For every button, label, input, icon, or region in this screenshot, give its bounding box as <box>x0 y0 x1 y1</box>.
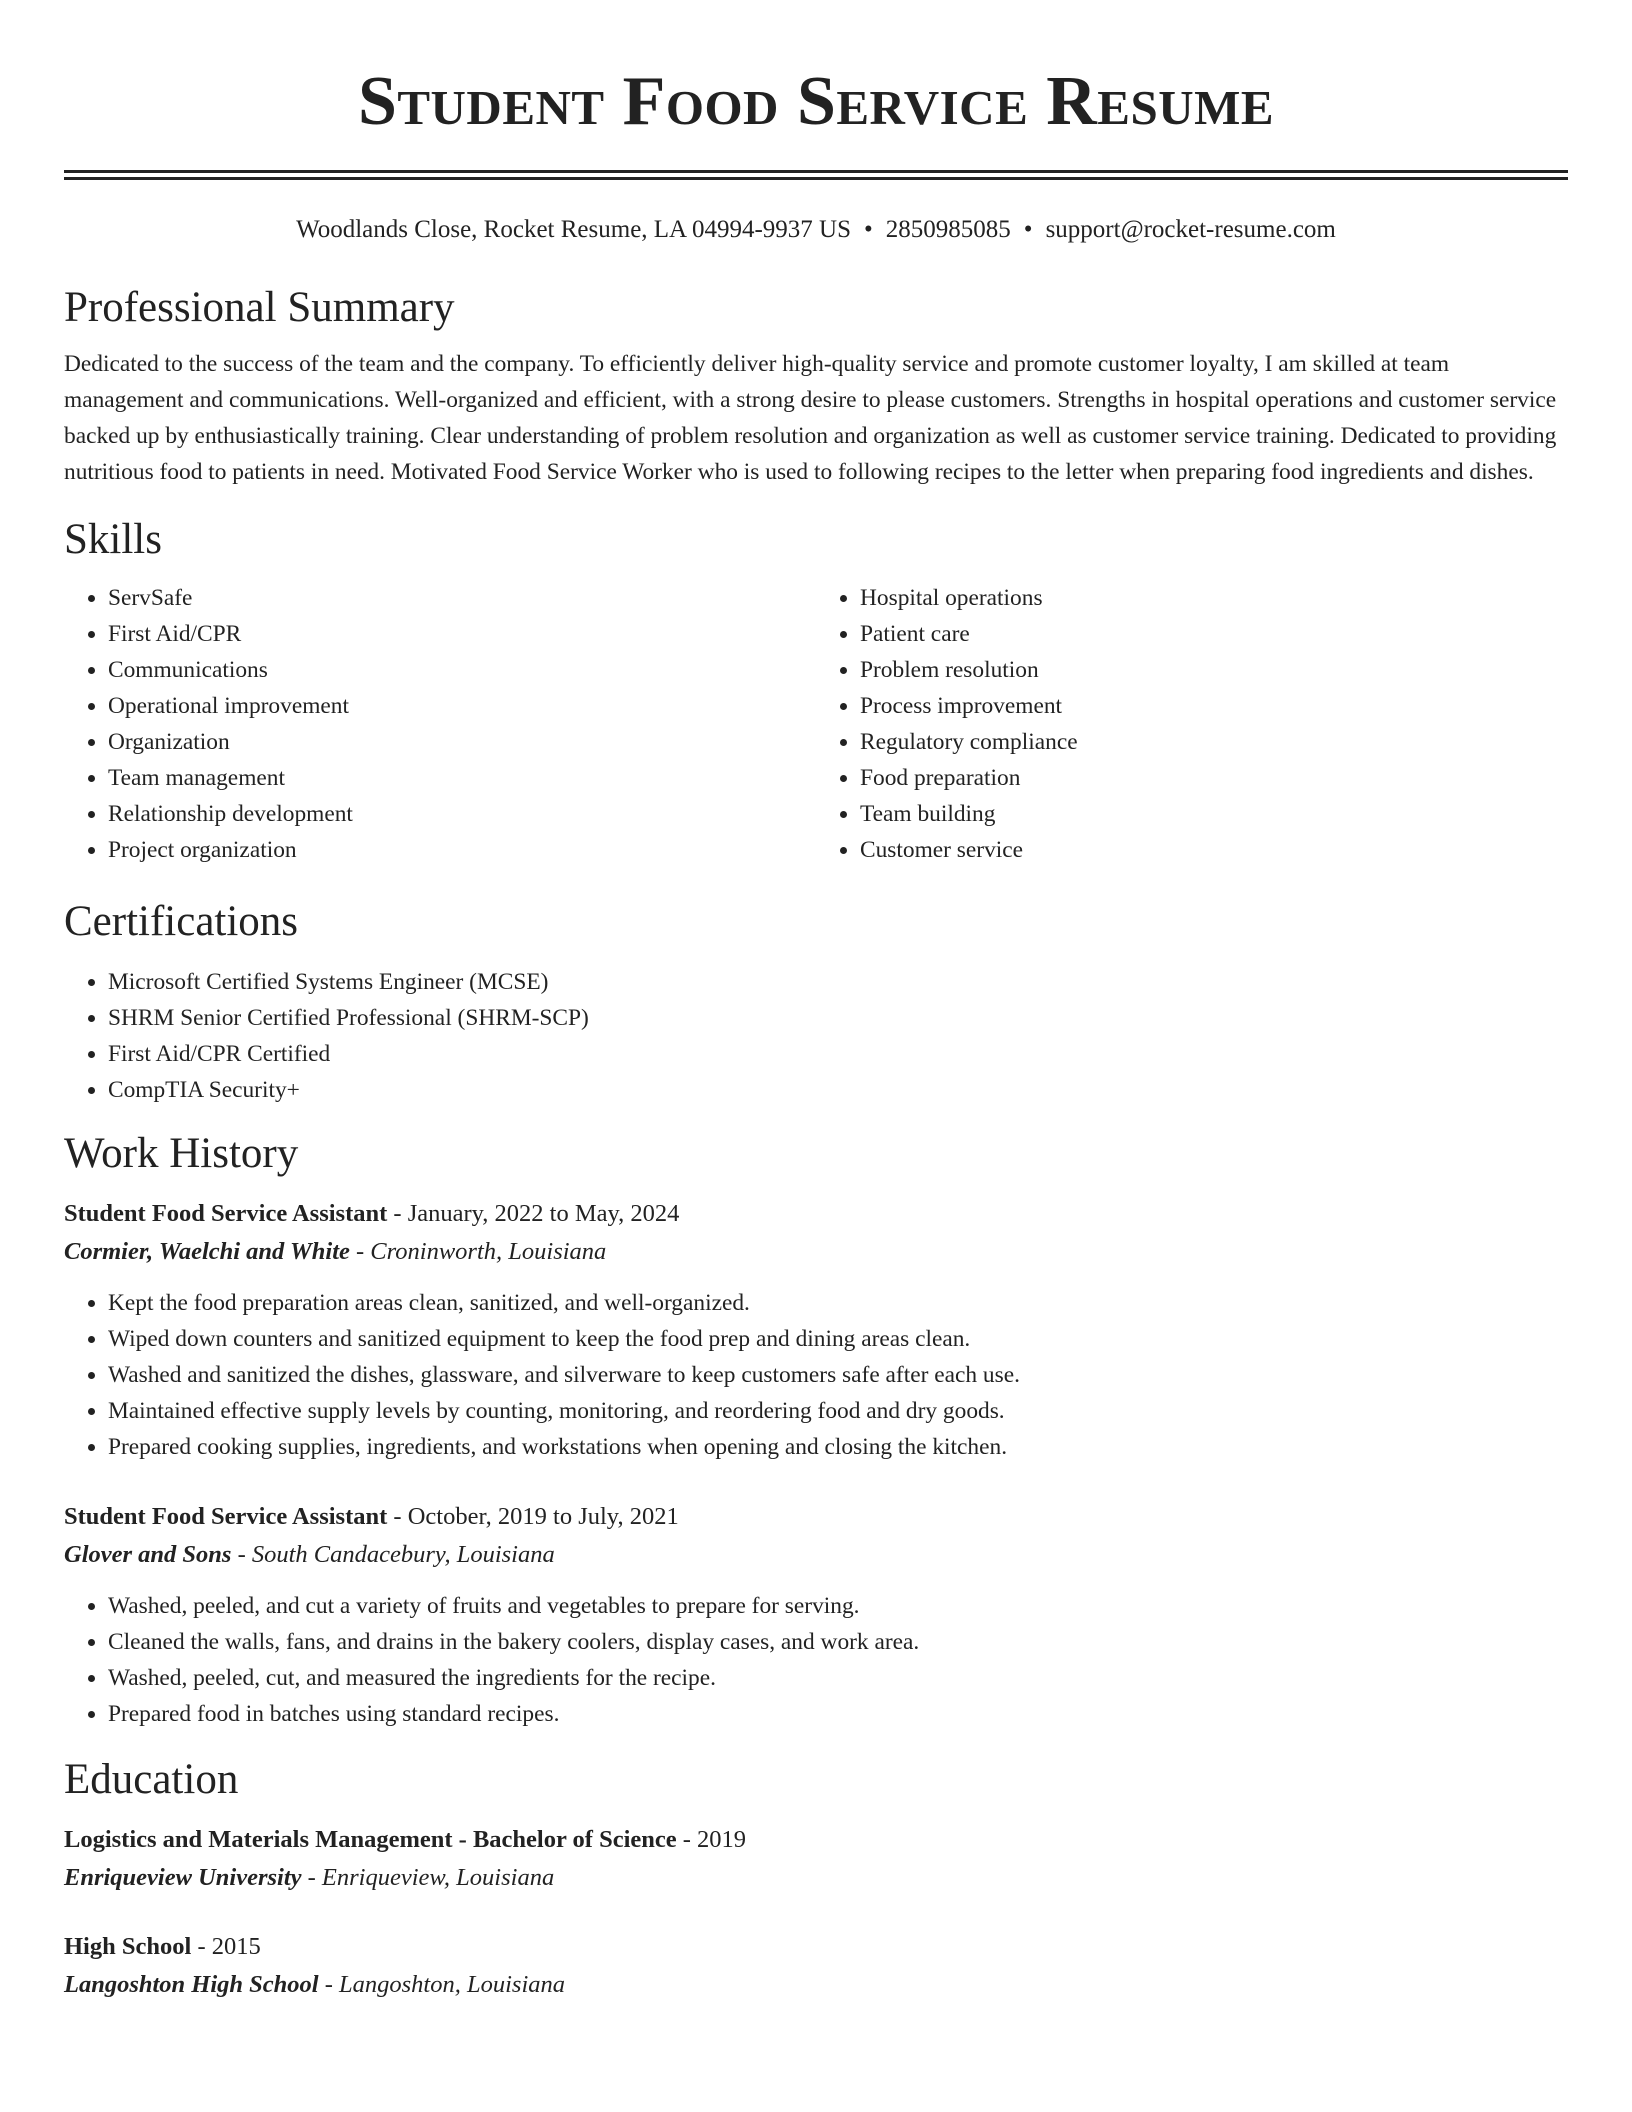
work-history-heading: Work History <box>64 1130 299 1177</box>
skill-item: • Hospital operations <box>860 580 1568 616</box>
job-duties-list <box>64 1285 1568 1465</box>
job-duty-item: • Washed and sanitized the dishes, glassware, and silverware to keep customers safe after each use. <box>108 1357 1568 1393</box>
contact-email: support@rocket-resume.com <box>1045 216 1336 243</box>
job-company-line <box>64 1536 1568 1574</box>
job-duties-list <box>64 1588 1568 1732</box>
skill-item: • Customer service <box>860 832 1568 868</box>
skill-item: • Food preparation <box>860 760 1568 796</box>
certification-item: • CompTIA Security+ <box>108 1072 1568 1108</box>
skill-item: • Process improvement <box>860 688 1568 724</box>
summary-text: Dedicated to the success of the team and the company. To efficiently deliver high-quality service and promote customer loyalty, I am skilled at team management and communications. Well-organized and efficient, with a strong desire to please customers. Strengths in hospital operations and customer service backed up by enthusiastically training. Clear understanding of problem resolution and organization as well as customer service training. Dedicated to providing nutritious food to patients in need. Motivated Food Service Worker who is used to following recipes to the letter when preparing food ingredients and dishes. <box>64 351 1557 485</box>
job-duty-item: • Washed, peeled, and cut a variety of fruits and vegetables to prepare for serving. <box>108 1588 1568 1624</box>
skill-item: • Operational improvement <box>108 688 816 724</box>
job-duty-item: • Washed, peeled, cut, and measured the ingredients for the recipe. <box>108 1660 1568 1696</box>
skills-list-right <box>816 580 1568 868</box>
certification-item: • SHRM Senior Certified Professional (SHRM-SCP) <box>108 1000 1568 1036</box>
contact-phone: 2850985085 <box>885 216 1011 243</box>
degree-line <box>64 1927 1568 1966</box>
education-entry <box>64 1927 1568 2004</box>
skills-columns <box>64 580 1568 868</box>
graduation-year: - 2015 <box>191 1933 261 1960</box>
skill-item: • Team building <box>860 796 1568 832</box>
school-line <box>64 1966 1568 2004</box>
graduation-year: - 2019 <box>676 1826 747 1853</box>
contact-separator: • <box>1023 216 1033 243</box>
job-dates: - October, 2019 to July, 2021 <box>387 1503 679 1530</box>
skills-list-left <box>64 580 816 868</box>
skill-item: • Relationship development <box>108 796 816 832</box>
skill-item: • Project organization <box>108 832 816 868</box>
skill-item: • Team management <box>108 760 816 796</box>
contact-address: Woodlands Close, Rocket Resume, LA 04994-9937 US <box>296 216 852 243</box>
job-company: Glover and Sons <box>64 1541 232 1568</box>
job-title-line <box>64 1194 1568 1233</box>
resume-title: Student Food Service Resume <box>357 63 1275 140</box>
education-heading: Education <box>64 1756 239 1803</box>
degree-line <box>64 1820 1568 1859</box>
skill-item: • First Aid/CPR <box>108 616 816 652</box>
job-entry <box>64 1497 1568 1732</box>
certifications-heading: Certifications <box>64 898 299 945</box>
skill-item: • Patient care <box>860 616 1568 652</box>
school-location: - Enriqueview, Louisiana <box>301 1864 555 1891</box>
job-duty-item: • Kept the food preparation areas clean, sanitized, and well-organized. <box>108 1285 1568 1321</box>
certifications-list <box>64 964 1568 1108</box>
certification-item: • Microsoft Certified Systems Engineer (MCSE) <box>108 964 1568 1000</box>
contact-separator: • <box>864 216 873 243</box>
job-company: Cormier, Waelchi and White <box>64 1238 350 1265</box>
skill-item: • Problem resolution <box>860 652 1568 688</box>
job-duty-item: • Prepared cooking supplies, ingredients, and workstations when opening and closing the kitchen. <box>108 1429 1568 1465</box>
skill-item: • Organization <box>108 724 816 760</box>
job-duty-item: • Prepared food in batches using standard recipes. <box>108 1696 1568 1732</box>
job-dates: - January, 2022 to May, 2024 <box>387 1200 680 1227</box>
job-location: - South Candacebury, Louisiana <box>231 1541 555 1568</box>
degree: High School <box>64 1933 192 1960</box>
job-title: Student Food Service Assistant <box>64 1503 388 1530</box>
job-duty-item: • Cleaned the walls, fans, and drains in the bakery coolers, display cases, and work area. <box>108 1624 1568 1660</box>
school-name: Langoshton High School <box>64 1971 319 1998</box>
job-entry <box>64 1194 1568 1465</box>
skill-item: • ServSafe <box>108 580 816 616</box>
job-company-line <box>64 1233 1568 1271</box>
job-location: - Croninworth, Louisiana <box>349 1238 607 1265</box>
skills-heading: Skills <box>64 516 162 563</box>
certification-item: • First Aid/CPR Certified <box>108 1036 1568 1072</box>
summary-heading: Professional Summary <box>64 284 455 331</box>
job-title: Student Food Service Assistant <box>64 1200 388 1227</box>
job-title-line <box>64 1497 1568 1536</box>
school-location: - Langoshton, Louisiana <box>318 1971 566 1998</box>
school-name: Enriqueview University <box>64 1864 302 1891</box>
degree: Logistics and Materials Management - Bachelor of Science <box>64 1826 677 1853</box>
title-double-rule <box>64 170 1568 180</box>
school-line <box>64 1859 1568 1897</box>
skill-item: • Regulatory compliance <box>860 724 1568 760</box>
job-duty-item: • Wiped down counters and sanitized equipment to keep the food prep and dining areas clean. <box>108 1321 1568 1357</box>
contact-line <box>64 214 1568 246</box>
skill-item: • Communications <box>108 652 816 688</box>
job-duty-item: • Maintained effective supply levels by counting, monitoring, and reordering food and dry goods. <box>108 1393 1568 1429</box>
education-entry <box>64 1820 1568 1897</box>
